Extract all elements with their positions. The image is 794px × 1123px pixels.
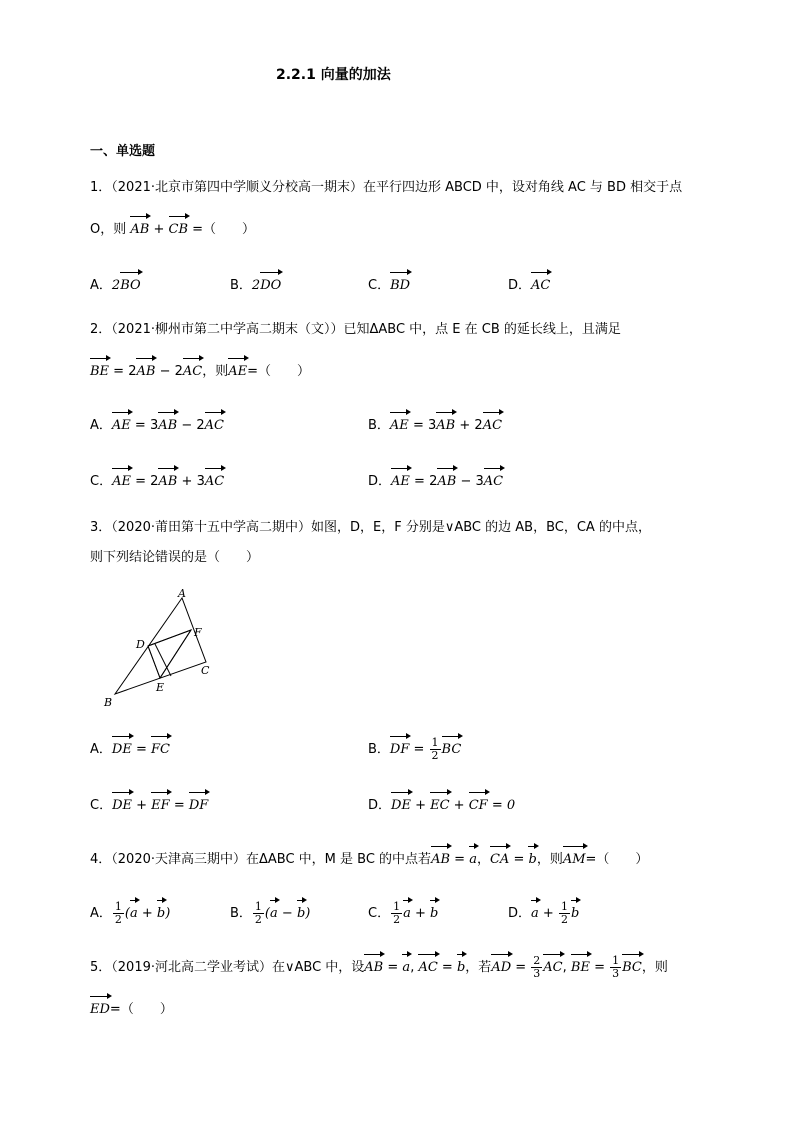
q1-option-c[interactable]: C．BD	[368, 270, 410, 296]
q2-option-a[interactable]: A．AE = 3AB − 2AC	[90, 410, 224, 436]
q2-option-b[interactable]: B．AE = 3AB + 2AC	[368, 410, 502, 436]
q3-line1: 3．（2020·莆田第十五中学高二期中）如图，D，E，F 分别是∨ABC 的边 AB，BC，CA 的中点，	[90, 520, 651, 535]
q3-option-a[interactable]: A．DE = FC	[90, 734, 170, 760]
triangle-abc	[115, 598, 206, 694]
label-a: A	[178, 588, 186, 600]
q3-option-c[interactable]: C．DE + EF = DF	[90, 790, 208, 816]
section-heading: 一、单选题	[90, 144, 156, 159]
label-d: D	[136, 638, 145, 651]
q4-option-b[interactable]: B． $\frac{1}{2}$ (a − b)	[230, 900, 311, 926]
q4-option-c[interactable]: C． $\frac{1}{2}$ a + b	[368, 900, 439, 926]
q3-line2: 则下列结论错误的是（ ）	[90, 550, 260, 565]
label-c: C	[201, 664, 210, 677]
label-b: B	[104, 696, 113, 709]
q2-line1: 2．（2021·柳州市第二中学高二期末（文））已知ΔABC 中，点 E 在 CB 的延长线上，且满足	[90, 322, 621, 337]
q1-line1: 1．（2021·北京市第四中学顺义分校高一期末）在平行四边形 ABCD 中，设对角线 AC 与 BD 相交于点	[90, 180, 683, 195]
q4-line1: 4．（2020·天津高三期中）在ΔABC 中，M 是 BC 的中点若AB = a，CA = b，则AM=（ ）	[90, 844, 648, 870]
q1-option-d[interactable]: D．AC	[508, 270, 550, 296]
label-e: E	[156, 681, 165, 694]
q5-line2: ED=（ ）	[90, 994, 173, 1020]
q1-option-b[interactable]: B．2DO	[230, 270, 281, 296]
q2-line2: BE = 2AB − 2AC，则AE=（ ）	[90, 356, 310, 382]
page-title: 2.2.1 向量的加法	[276, 67, 391, 83]
q2-option-d[interactable]: D．AE = 2AB − 3AC	[368, 466, 503, 492]
q4-option-d[interactable]: D．a + $\frac{1}{2}$ b	[508, 900, 580, 926]
q3-option-d[interactable]: D．DE + EC + CF = 0	[368, 790, 515, 816]
segment-fe	[160, 630, 191, 678]
q4-option-a[interactable]: A． $\frac{1}{2}$ (a + b)	[90, 900, 171, 926]
q1-line2: O，则 AB + CB =（ ）	[90, 214, 255, 240]
q5-line1: 5．（2019·河北高二学业考试）在∨ABC 中，设AB = a, AC = b，若AD = $\frac{2}{3}$ AC, BE = $\frac{1}{3}$ BC，则	[90, 954, 668, 980]
q3-option-b[interactable]: B．DF = $\frac{1}{2}$ BC	[368, 736, 462, 762]
label-f: F	[194, 626, 202, 639]
q2-option-c[interactable]: C．AE = 2AB + 3AC	[90, 466, 224, 492]
q1-option-a[interactable]: A．2BO	[90, 270, 141, 296]
triangle-figure	[98, 588, 228, 710]
